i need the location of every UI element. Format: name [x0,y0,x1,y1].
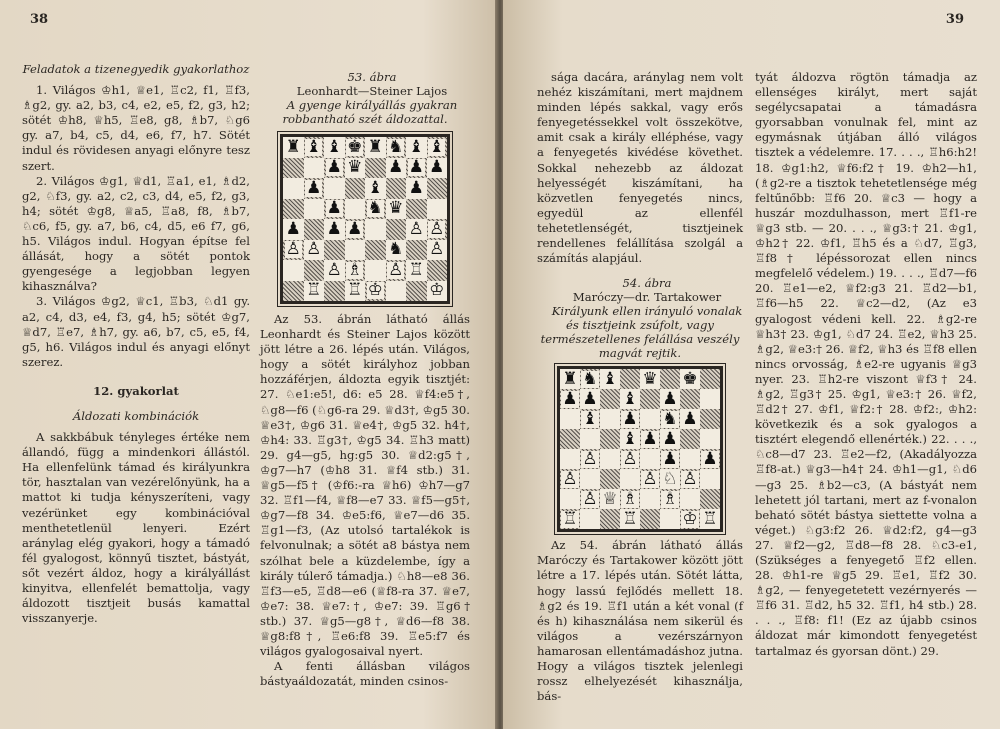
page-number-right: 39 [945,12,964,27]
board-square [345,281,366,302]
board-square [580,449,600,469]
board-square [283,178,304,199]
board-square [640,489,660,509]
diagram-53-caption: A gyenge királyállás gyakran robbantható szét áldozattal. [282,98,458,126]
chess-piece-icon: ♝ [408,136,424,157]
board-square [304,281,325,302]
board-square [304,137,325,158]
chess-piece-icon: ♙ [429,218,445,239]
chess-piece-icon: ♟ [562,388,578,409]
right-column-1 [537,70,743,704]
board-square [580,429,600,449]
board-square [304,199,325,220]
chess-piece-icon: ♖ [306,280,322,301]
chess-piece-icon: ♟ [326,157,342,178]
chess-piece-icon: ♖ [622,508,638,529]
chess-piece-icon: ♗ [622,488,638,509]
board-square [406,260,427,281]
board-square [283,240,304,261]
board-square [283,260,304,281]
diagram-53-players: Leonhardt—Steiner Lajos [296,84,448,98]
board-square [620,509,640,529]
chess-piece-icon: ♙ [429,239,445,260]
board-square [365,219,386,240]
board-square [304,158,325,179]
board-square [427,199,448,220]
board-square [427,178,448,199]
board-square [640,389,660,409]
board-square [365,137,386,158]
board-square [427,137,448,158]
exercises-heading: Feladatok a tizenegyedik gyakorlathoz [22,62,250,76]
board-square [386,158,407,179]
board-square [560,509,580,529]
chess-piece-icon: ♜ [367,136,383,157]
board-square [600,489,620,509]
board-square [427,240,448,261]
board-square [406,219,427,240]
exercise-1: 1. Világos ♔h1, ♕e1, ♖c2, f1, ♖f3, ♗g2, gy. a2, b3, c4, e2, e5, f2, g3, h2; sötét ♔h8, ♕h5, ♖e8, g8, ♗b7, ♘g6 gy. a7, b4, c5, d4, e6, f7, h7. Sötét indul és rövidesen anyagi előnyre tesz szert. [22,83,250,173]
board-square [345,240,366,261]
board-square [345,199,366,220]
board-square [620,389,640,409]
chess-piece-icon: ♟ [662,388,678,409]
board-square [560,429,580,449]
right-column-2 [755,70,977,659]
chess-piece-icon: ♙ [582,448,598,469]
chess-piece-icon: ♟ [622,408,638,429]
board-square [680,469,700,489]
chess-piece-icon: ♝ [582,408,598,429]
chess-piece-icon: ♙ [562,468,578,489]
board-square [283,199,304,220]
chess-piece-icon: ♝ [622,428,638,449]
board-square [345,137,366,158]
board-square [386,260,407,281]
board-square [580,509,600,529]
board-square [406,158,427,179]
chess-piece-icon: ♞ [367,198,383,219]
board-square [600,509,620,529]
left-page [0,0,497,729]
board-square [560,389,580,409]
chess-piece-icon: ♖ [702,508,718,529]
board-square [386,281,407,302]
board-square [700,369,720,389]
left-column-2 [260,70,470,689]
chess-piece-icon: ♟ [306,177,322,198]
board-square [386,178,407,199]
board-square [620,469,640,489]
chess-piece-icon: ♟ [388,157,404,178]
right-col2-text: tyát áldozva rögtön támadja az ellenséges királyt, mert saját segélycsapatai a támadásra gyorsabban vonulnak fel, mint az egymásnak útjában álló világos tisztek a védelemre. 17. . . ., ♖h6:h2! 18. ♔g1:h2, ♕f6:f2† 19. ♔h2—h1, (♗g2-re a tisztok tehetetlensége még feltűnőbb: ♖f6 20. ♕c3 — hogy a huszár mozdulhasson, mert ♖f1-re ♕g3 stb. — 20. . . ., ♕g3:† 21. ♔g1, ♔h2† 22. ♔f1, ♖h5 és a ♘d7, ♖g3, ♖f8† lépéssorozat ellen nincs megfelelő védelem.) 19. . . ., ♖d7—f6 20. ♖e1—e2, ♕f2:g3 21. ♖d2—b1, ♖f6—h5 22. ♕c2—d2, (Az e3 gyalogost védeni kell. 22. ♗g2-re ♕h3† 23. ♔g1, ♘d7 24. ♖e2, ♕h3 25. ♗g2, ♕e3:† 26. ♕f2, ♕h3 és ♖f8 ellen nincs orvosság, ♗e2-re ugyanis ♕g3 nyer. 23. ♖h2-re viszont ♕f3† 24. ♗g2, ♖g3† 25. ♔g1, ♕e3:† 26. ♕f2, ♖d2† 27. ♔f1, ♕f2:† 28. ♔f2:, ♔h2: következik és a sok gyalogos a tisztért elegendő ellenérték.) 22. . . ., ♘c8—d7 23. ♖e2—f2, (Akadályozza ♖f8-at.) ♕g3—h4† 24. ♔h1—g1, ♘d6—g3 25. ♗b2—c3, (A bástyát nem lehetett jól tartani, mert az f-vonalon beható sötét bástya siettette volna a véget.) ♘g3:f2 26. ♕d2:f2, g4—g3 27. ♕f2—g2, ♖d8—f8 28. ♘c3-e1, (Szükséges a fenyegető ♖f2 ellen. 28. ♔h1-re ♕g5 29. ♖e1, ♖f2 30. ♗g2, — fenyegetetett vezérnyerés — ♖f6 31. ♖d2, h5 32. ♖f1, h4 stb.) 28. . . ., ♖f8: f1! (Ez az újabb csinos áldozat már kimondott fenyegetést tartalmaz és gyorsan dönt.) 29. [755,70,977,658]
board-square [427,260,448,281]
board-square [660,369,680,389]
board-square [386,240,407,261]
board-square [324,219,345,240]
exercise-2: 2. Világos ♔g1, ♕d1, ♖a1, e1, ♗d2, g2, ♘f3, gy. a2, c2, c3, d4, e5, f2, g3, h4; sötét ♔g8, ♕a5, ♖a8, f8, ♗b7, ♘c6, f5, gy. a7, b6, c4, d5, e6 f7, g6, h5. Világos indul. Hogyan építse fel állását, hogy a sötét pontok gyengesége a legjobban legyen kihasználva? [22,173,250,294]
board-square [620,449,640,469]
chess-piece-icon: ♟ [662,428,678,449]
chess-piece-icon: ♗ [347,259,363,280]
board-square [600,369,620,389]
chess-piece-icon: ♟ [662,448,678,469]
board-square [560,409,580,429]
board-square [365,158,386,179]
right-page [503,0,1000,729]
board-square [406,199,427,220]
chess-diagram-53 [280,134,450,304]
board-square [345,158,366,179]
chess-diagram-54 [557,366,723,532]
board-square [620,489,640,509]
board-square [700,449,720,469]
page-number-left: 38 [30,12,49,27]
board-square [283,158,304,179]
diagram-54-caption: Királyunk ellen irányuló vonalak és tisztjeink zsúfolt, vagy természetellenes felállása veszély magvát rejtik. [540,304,743,361]
board-square [680,429,700,449]
board-square [386,219,407,240]
board-square [304,240,325,261]
chess-piece-icon: ♚ [682,368,698,389]
board-square [406,240,427,261]
board-square [345,219,366,240]
chess-piece-icon: ♝ [326,136,342,157]
chess-piece-icon: ♟ [429,157,445,178]
board-square [304,219,325,240]
board-square [427,158,448,179]
board-square [660,509,680,529]
chess-piece-icon: ♔ [429,280,445,301]
board-square [365,260,386,281]
section-subtitle: Áldozati kombinációk [72,408,200,423]
chess-piece-icon: ♖ [562,508,578,529]
chess-piece-icon: ♟ [326,218,342,239]
board-square [620,429,640,449]
board-square [660,389,680,409]
board-square [365,281,386,302]
diagram-54-analysis: Az 54. ábrán látható állás Maróczy és Tartakower között jött létre a 17. lépés után. Sötét látta, hogy lassú fejlődés mellett 18. ♗g2 és 19. ♖f1 után a két vonal (f és h) kihasználása nem sikerül és világos a vezérszárnyon hamarosan ellentámadáshoz jutna. Hogy a világos tisztek jelenlegi rossz elhelyezését kihasználja, bás- [537,538,743,704]
board-square [680,389,700,409]
board-square [660,489,680,509]
board-square [680,509,700,529]
chess-piece-icon: ♞ [662,408,678,429]
chess-piece-icon: ♝ [602,368,618,389]
board-square [680,449,700,469]
board-square [304,178,325,199]
board-square [406,178,427,199]
diagram-53-analysis-cont: A fenti állásban világos bástyaáldozatát, minden csinos- [260,659,470,689]
board-square [283,281,304,302]
chess-piece-icon: ♙ [326,259,342,280]
board-square [324,158,345,179]
chess-piece-icon: ♟ [347,218,363,239]
board-square [640,449,660,469]
chess-piece-icon: ♙ [622,448,638,469]
board-square [406,281,427,302]
board-square [600,389,620,409]
board-square [427,219,448,240]
chess-piece-icon: ♚ [347,136,363,157]
chess-piece-icon: ♖ [347,280,363,301]
board-square [560,449,580,469]
diagram-54-label: 54. ábra [622,276,672,291]
diagram-53-label: 53. ábra [347,70,397,84]
chess-piece-icon: ♝ [429,136,445,157]
chess-piece-icon: ♝ [367,177,383,198]
chess-piece-icon: ♜ [562,368,578,389]
section-title: 12. gyakorlat [93,383,179,398]
chess-piece-icon: ♖ [408,259,424,280]
board-square [560,469,580,489]
chess-piece-icon: ♙ [682,468,698,489]
board-square [324,137,345,158]
board-square [365,240,386,261]
board-square [620,369,640,389]
board-square [600,429,620,449]
board-square [580,389,600,409]
board-square [324,281,345,302]
chess-piece-icon: ♝ [622,388,638,409]
chess-piece-icon: ♜ [285,136,301,157]
board-square [580,469,600,489]
board-square [600,449,620,469]
board-square [640,429,660,449]
chess-piece-icon: ♞ [388,136,404,157]
board-square [324,260,345,281]
chess-piece-icon: ♙ [642,468,658,489]
board-square [660,449,680,469]
board-square [345,260,366,281]
board-square [580,409,600,429]
board-square [700,409,720,429]
board-square [680,409,700,429]
board-square [660,429,680,449]
section-body: A sakkbábuk tényleges értéke nem állandó, függ a mindenkori állástól. Ha ellenfelünk támad és királyunkra tör, hasztalan van vezérelőnyünk, ha a mattot ki tudja kényszeríteni, vagy vezérünket egy kombinációval menthetetlenül lenyeri. Ezért aránylag elég gyakori, hogy a támadó fél gyalogost, könnyű tisztet, bástyát, sőt vezért áldoz, hogy a királyállást kinyitva, ellenfelét bemattolja, vagy áldozott tisztjeit busás kamattal visszanyerje. [22,430,250,626]
chess-piece-icon: ♘ [662,468,678,489]
chess-piece-icon: ♟ [702,448,718,469]
board-square [660,469,680,489]
chess-piece-icon: ♙ [306,239,322,260]
chess-piece-icon: ♛ [388,198,404,219]
board-square [700,489,720,509]
chess-piece-icon: ♟ [408,177,424,198]
chess-piece-icon: ♕ [602,488,618,509]
chess-piece-icon: ♗ [662,488,678,509]
board-square [324,240,345,261]
board-square [640,469,660,489]
board-square [640,409,660,429]
board-square [700,509,720,529]
board-square [324,199,345,220]
board-square [386,199,407,220]
chess-piece-icon: ♟ [326,198,342,219]
chess-piece-icon: ♔ [682,508,698,529]
board-square [600,409,620,429]
board-square [640,509,660,529]
chess-piece-icon: ♟ [408,157,424,178]
right-col1-text: sága dacára, aránylag nem volt nehéz kiszámítani, mert majdnem minden lépés sakkal, vagy erős fenyegetéssekkel volt összekötve, amit csak a király elléphése, vagy a fenyegetés kivédése követhet. Sokkal nehezebb az áldozat helyességét kiszámítani, ha közvetlen fenyegetés nincs, egyedül az ellenfél tehetetlenségét, tisztjeinek rendellenes felállítása szolgál a számítás alapjául. [537,70,743,266]
board-square [365,178,386,199]
board-square [700,389,720,409]
board-square [660,409,680,429]
board-square [600,469,620,489]
chess-piece-icon: ♛ [347,157,363,178]
board-square [680,489,700,509]
board-square [560,369,580,389]
chess-piece-icon: ♟ [682,408,698,429]
chess-piece-icon: ♟ [285,218,301,239]
board-square [386,137,407,158]
board-square [283,137,304,158]
board-square [680,369,700,389]
chess-piece-icon: ♔ [367,280,383,301]
board-square [406,137,427,158]
chess-piece-icon: ♞ [388,239,404,260]
chess-piece-icon: ♞ [582,368,598,389]
board-square [365,199,386,220]
board-square [427,281,448,302]
chess-piece-icon: ♛ [642,368,658,389]
chess-piece-icon: ♙ [408,218,424,239]
board-square [283,219,304,240]
chess-piece-icon: ♝ [306,136,322,157]
exercise-3: 3. Világos ♔g2, ♕c1, ♖b3, ♘d1 gy. a2, c4, d3, e4, f3, g4, h5; sötét ♔g7, ♕d7, ♖e7, ♗h7, gy. a6, b7, c5, e5, f4, g5, h6. Világos indul és anyagi előnyt szerez. [22,294,250,369]
board-square [560,489,580,509]
chess-piece-icon: ♙ [582,488,598,509]
board-square [345,178,366,199]
board-square [700,469,720,489]
board-square [324,178,345,199]
board-square [700,429,720,449]
board-square [580,489,600,509]
chess-piece-icon: ♟ [582,388,598,409]
diagram-54-players: Maróczy—dr. Tartakower [572,290,722,305]
board-square [304,260,325,281]
chess-piece-icon: ♙ [285,239,301,260]
chess-piece-icon: ♟ [642,428,658,449]
board-square [580,369,600,389]
chess-piece-icon: ♙ [388,259,404,280]
diagram-53-analysis: Az 53. ábrán látható állás Leonhardt és Steiner Lajos között jött létre a 26. lépés után. Világos, hogy a sötét királyhoz jobban hozzáférjen, áldozta egyik tisztjét: 27. ♘e1:e5!, d6: e5 28. ♕f4:e5†, ♘g8—f6 (♘g6-ra 29. ♕d3†, ♔g5 30. ♕e3†, ♔g6 31. ♕e4†, ♔g5 32. h4†, ♔h4: 33. ♖g3†, ♔g5 34. ♖h3 matt) 29. g4—g5, hg:g5 30. ♕d2:g5†, ♔g7—h7 (♔h8 31. ♕f4 stb.) 31. ♕g5—f5† (♔f6:-ra ♕h6) ♔h7—g7 32. ♖f1—f4, ♕f8—e7 33. ♕f5—g5†, ♔g7—f8 34. ♔e5:f6, ♕e7—d6 35. ♖g1—f3, (Az utolsó tartalékok is felvonulnak; a sötét a8 bástya nem szólhat bele a küzdelembe, így a király túlerő támadja.) ♘h8—e8 36. ♖f3—e5, ♖d8—e6 (♕f8-ra 37. ♕e7, ♔e7: 38. ♕e7:†, ♔e7: 39. ♖g6† stb.) 37. ♕g5—g8†, ♕d6—f8 38. ♕g8:f8†, ♖e6:f8 39. ♖e5:f7 és világos gyalogosaival nyert. [260,312,470,659]
left-column-1 [22,62,250,626]
board-square [640,369,660,389]
board-square [620,409,640,429]
